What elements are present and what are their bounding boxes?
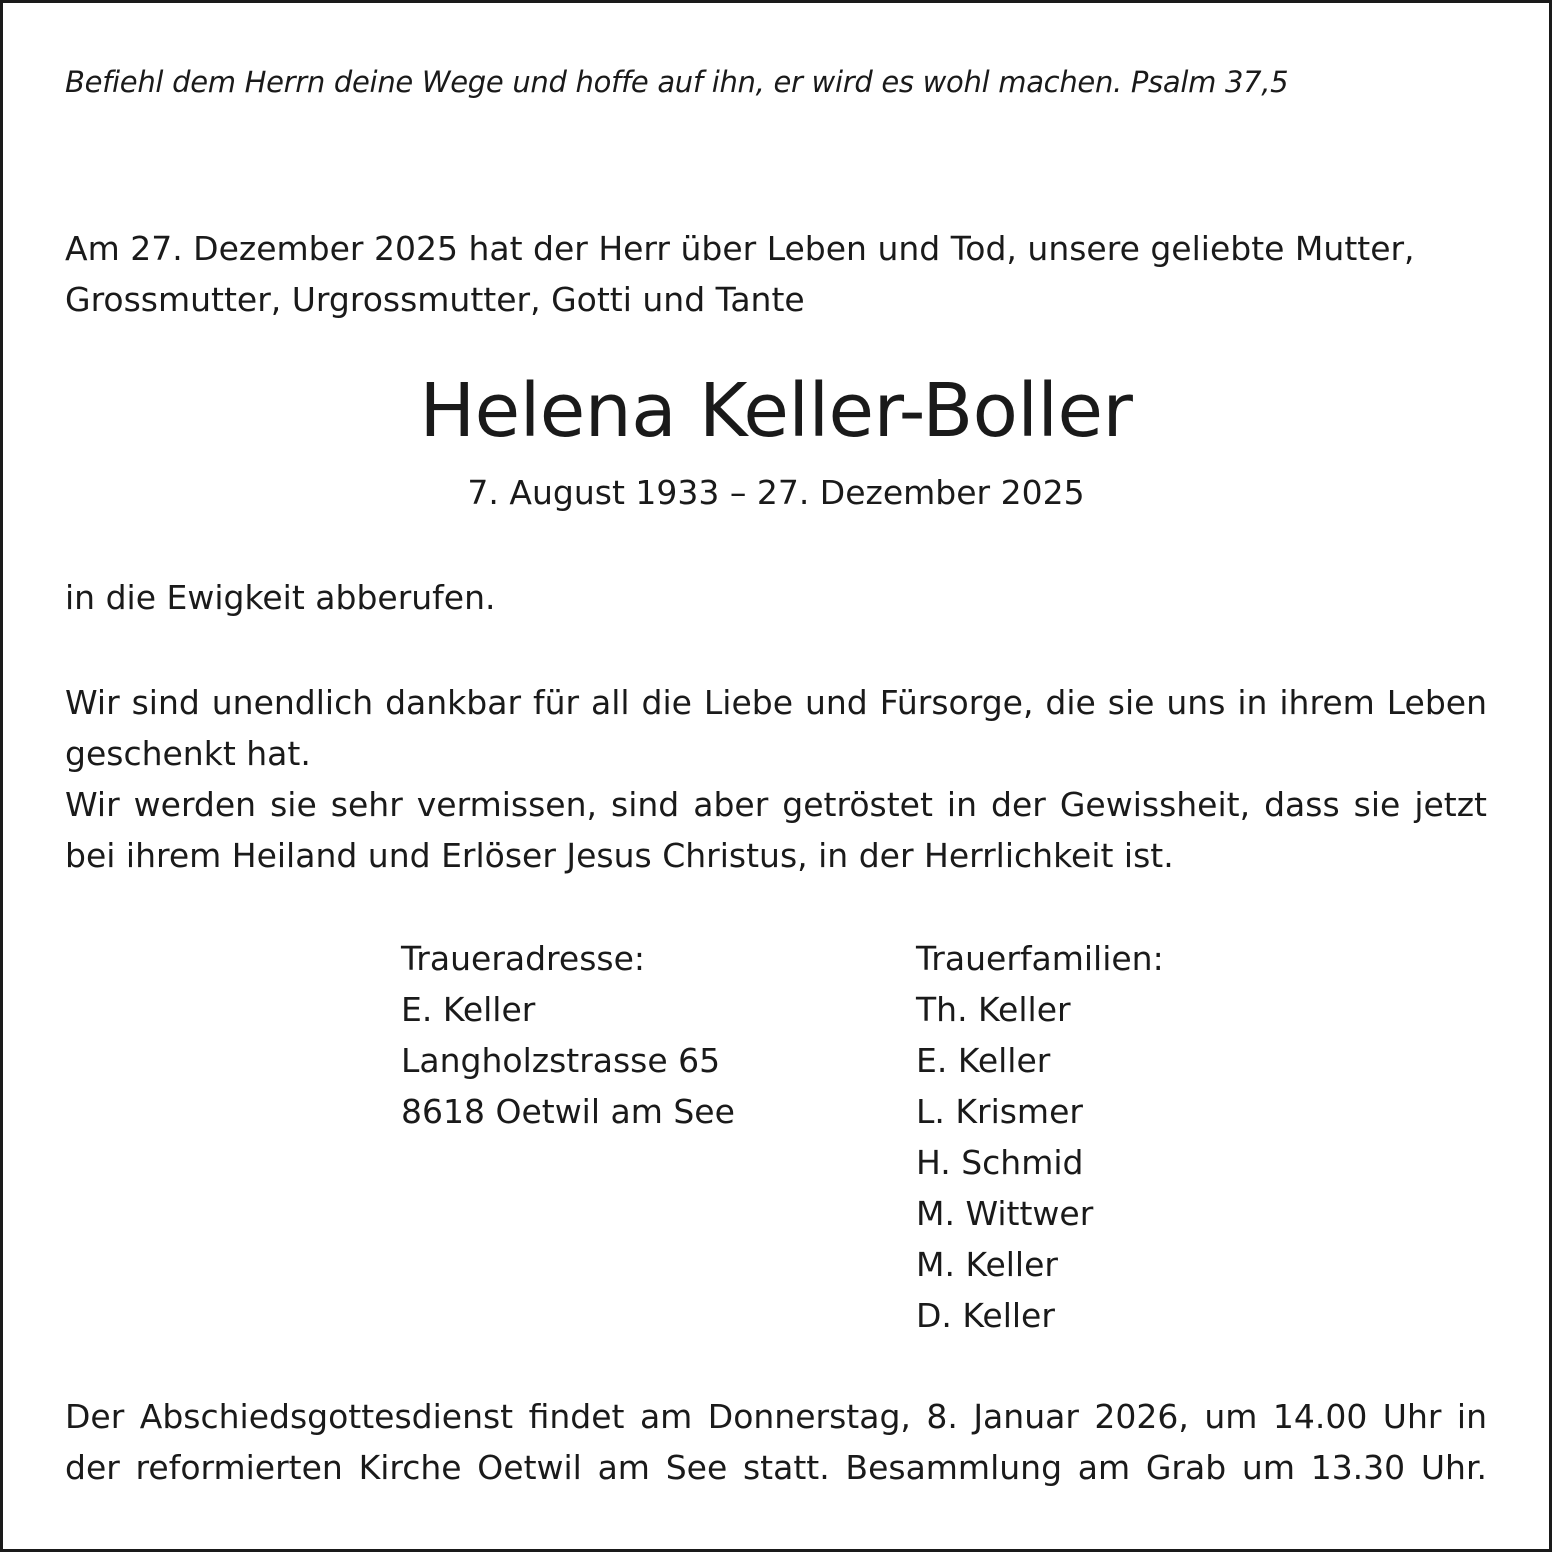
gratitude-line: bei ihrem Heiland und Erlöser Jesus Christus, in der Herrlichkeit ist. <box>65 836 1174 875</box>
psalm-quote: Befiehl dem Herrn deine Wege und hoffe auf ihn, er wird es wohl machen. Psalm 37,5 <box>65 65 1289 99</box>
address-line: 8618 Oetwil am See <box>401 1092 735 1131</box>
family-name: M. Keller <box>916 1245 1058 1284</box>
family-name: E. Keller <box>916 1041 1051 1080</box>
address-line: E. Keller <box>401 990 536 1029</box>
family-name: Th. Keller <box>916 990 1071 1029</box>
families-heading: Trauerfamilien: <box>916 939 1164 978</box>
service-line: der reformierten Kirche Oetwil am See statt. Besammlung am Grab um 13.30 Uhr. <box>65 1448 1487 1487</box>
mourning-families <box>916 933 1164 1341</box>
mourning-address <box>401 933 735 1137</box>
life-dates: 7. August 1933 – 27. Dezember 2025 <box>467 473 1085 512</box>
family-name: L. Krismer <box>916 1092 1083 1131</box>
intro-closing: in die Ewigkeit abberufen. <box>65 578 496 617</box>
intro-line: Grossmutter, Urgrossmutter, Gotti und Tante <box>65 280 805 319</box>
gratitude-line: Wir werden sie sehr vermissen, sind aber getröstet in der Gewissheit, dass sie jetzt <box>65 785 1487 824</box>
gratitude-paragraph <box>65 677 1487 881</box>
family-name: H. Schmid <box>916 1143 1084 1182</box>
service-info <box>65 1391 1487 1493</box>
gratitude-line: geschenkt hat. <box>65 734 311 773</box>
service-line: Der Abschiedsgottesdienst findet am Donnerstag, 8. Januar 2026, um 14.00 Uhr in <box>65 1397 1487 1436</box>
address-line: Langholzstrasse 65 <box>401 1041 721 1080</box>
address-heading: Traueradresse: <box>401 939 646 978</box>
notice-content <box>65 3 1487 1549</box>
intro-line: Am 27. Dezember 2025 hat der Herr über Leben und Tod, unsere geliebte Mutter, <box>65 229 1415 268</box>
deceased-name: Helena Keller-Boller <box>419 368 1133 454</box>
gratitude-line: Wir sind unendlich dankbar für all die Liebe und Fürsorge, die sie uns in ihrem Leben <box>65 683 1487 722</box>
family-name: D. Keller <box>916 1296 1055 1335</box>
family-name: M. Wittwer <box>916 1194 1094 1233</box>
intro-paragraph <box>65 223 1415 325</box>
